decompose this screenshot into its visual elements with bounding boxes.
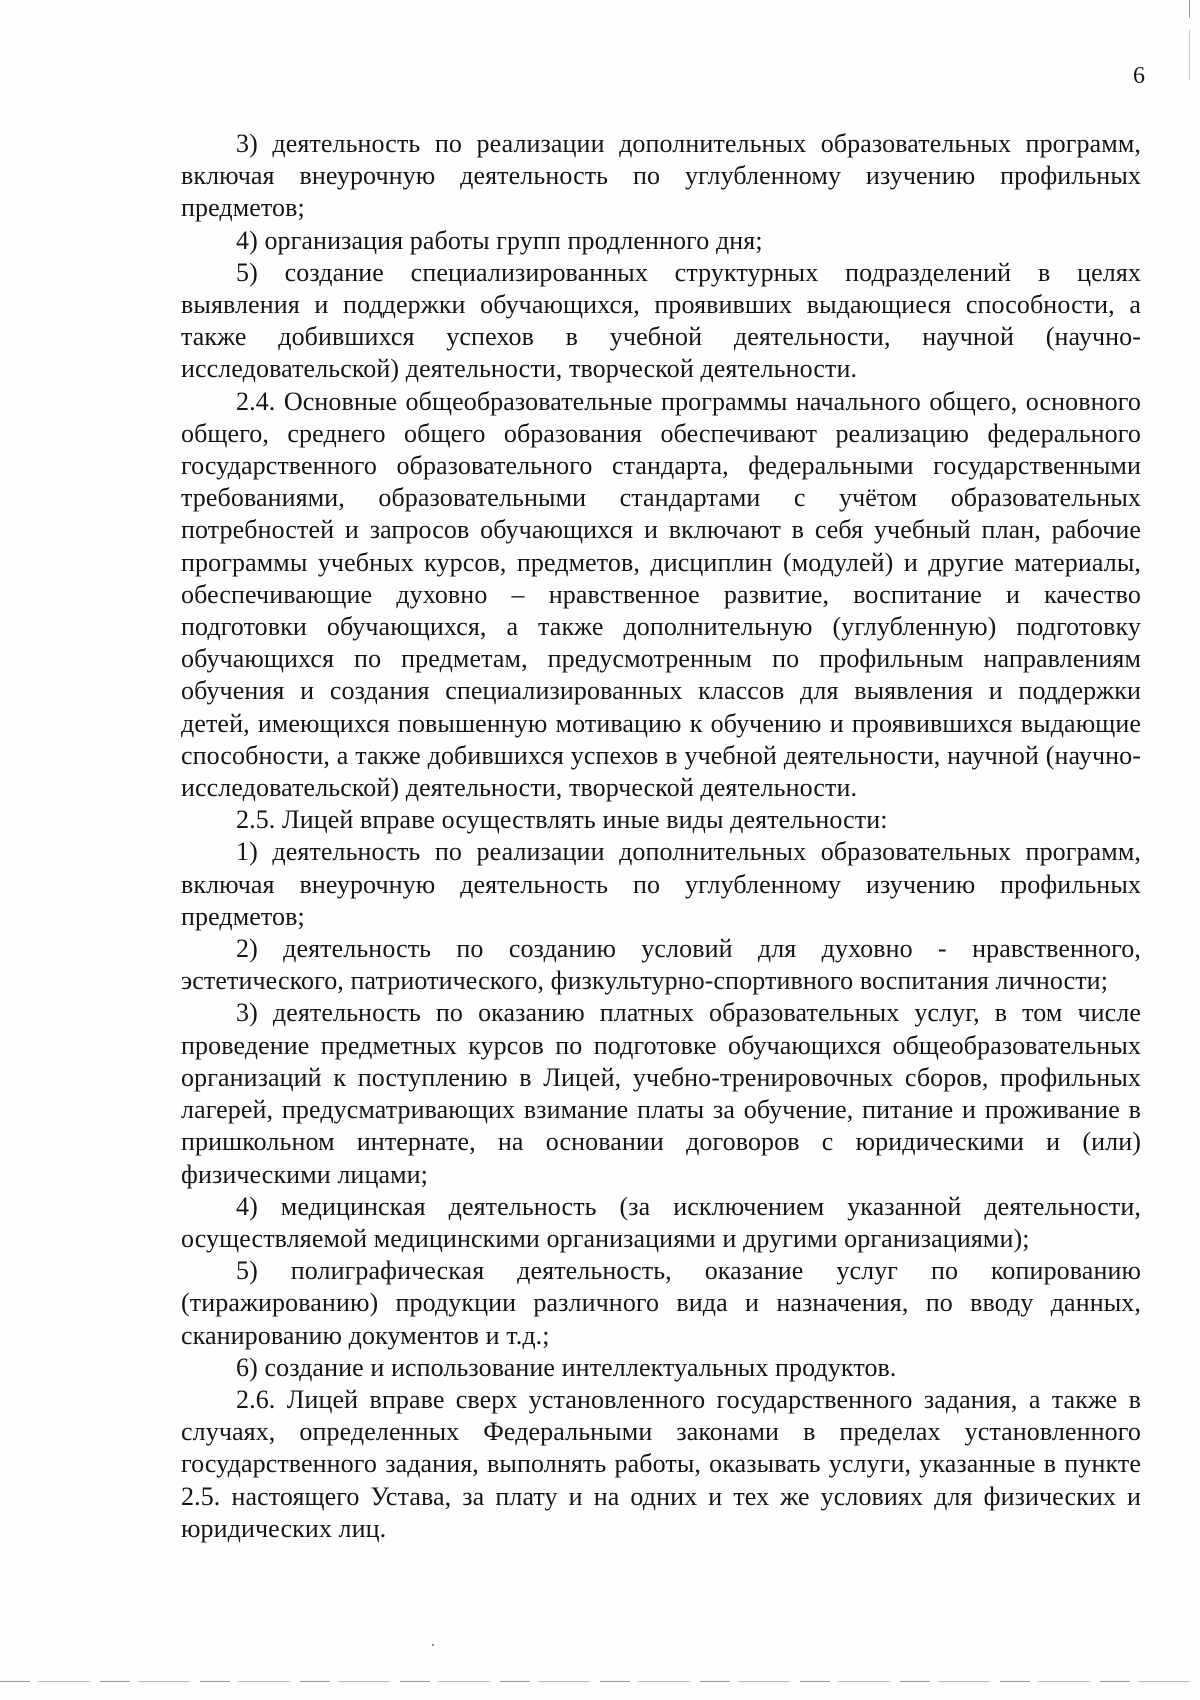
page-number: 6 bbox=[1133, 63, 1145, 89]
scan-edge-mark bbox=[1189, 30, 1190, 80]
paragraph-activity-5: 5) создание специализированных структурных подразделений в целях выявления и поддержки обучающихся, проявивших выдающиеся способности, а также добившихся успехов в учебной деятельности, научной (научно-исследовательской) деятельности, творческой деятельности. bbox=[181, 257, 1141, 384]
paragraph-2-4: 2.4. Основные общеобразовательные программы начального общего, основного общего, среднего общего образования обеспечивают реализацию федерального государственного образовательного стандарта, федеральными государственными требованиями, образовательными стандартами с учётом образовательных потребностей и запросов обучающихся и включают в себя учебный план, рабочие программы учебных курсов, предметов, дисциплин (модулей) и другие материалы, обеспечивающие духовно – нравственное развитие, воспитание и качество подготовки обучающихся, а также дополнительную (углубленную) подготовку обучающихся по предметам, предусмотренным по профильным направлениям обучения и создания специализированных классов для выявления и поддержки детей, имеющихся повышенную мотивацию к обучению и проявившихся выдающие способности, а также добившихся успехов в учебной деятельности, научной (научно-исследовательской) деятельности, творческой деятельности. bbox=[181, 386, 1141, 803]
scan-line bbox=[0, 1681, 1200, 1682]
paragraph-2-5: 2.5. Лицей вправе осуществлять иные виды деятельности: bbox=[236, 805, 888, 835]
paragraph-other-activity-1: 1) деятельность по реализации дополнительных образовательных программ, включая внеурочную деятельность по углубленному изучению профильных предметов; bbox=[181, 837, 1141, 931]
paragraph-other-activity-6: 6) создание и использование интеллектуальных продуктов. bbox=[236, 1352, 897, 1382]
paragraph-other-activity-5: 5) полиграфическая деятельность, оказание услуг по копированию (тиражированию) продукции различного вида и назначения, по вводу данных, сканированию документов и т.д.; bbox=[181, 1256, 1141, 1350]
scan-dot bbox=[432, 1644, 434, 1646]
scan-edge-mark bbox=[1189, 0, 1190, 18]
paragraph-2-6: 2.6. Лицей вправе сверх установленного государственного задания, а также в случаях, определенных Федеральными законами в пределах установленного государственного задания, выполнять работы, оказывать услуги, указанные в пункте 2.5. настоящего Устава, за плату и на одних и тех же условиях для физических и юридических лиц. bbox=[181, 1384, 1141, 1543]
paragraph-activity-3: 3) деятельность по реализации дополнительных образовательных программ, включая внеурочную деятельность по углубленному изучению профильных предметов; bbox=[181, 129, 1141, 223]
paragraph-other-activity-3: 3) деятельность по оказанию платных образовательных услуг, в том числе проведение предметных курсов по подготовке обучающихся общеобразовательных организаций к поступлению в Лицей, учебно-тренировочных сборов, профильных лагерей, предусматривающих взимание платы за обучение, питание и проживание в пришкольном интернате, на основании договоров с юридическими и (или) физическими лицами; bbox=[181, 998, 1141, 1189]
paragraph-activity-4: 4) организация работы групп продленного дня; bbox=[236, 225, 763, 255]
document-body bbox=[181, 128, 1141, 1545]
paragraph-other-activity-4: 4) медицинская деятельность (за исключением указанной деятельности, осуществляемой медицинскими организациями и другими организациями); bbox=[181, 1191, 1141, 1253]
paragraph-other-activity-2: 2) деятельность по созданию условий для духовно - нравственного, эстетического, патриотического, физкультурно-спортивного воспитания личности; bbox=[181, 934, 1141, 996]
